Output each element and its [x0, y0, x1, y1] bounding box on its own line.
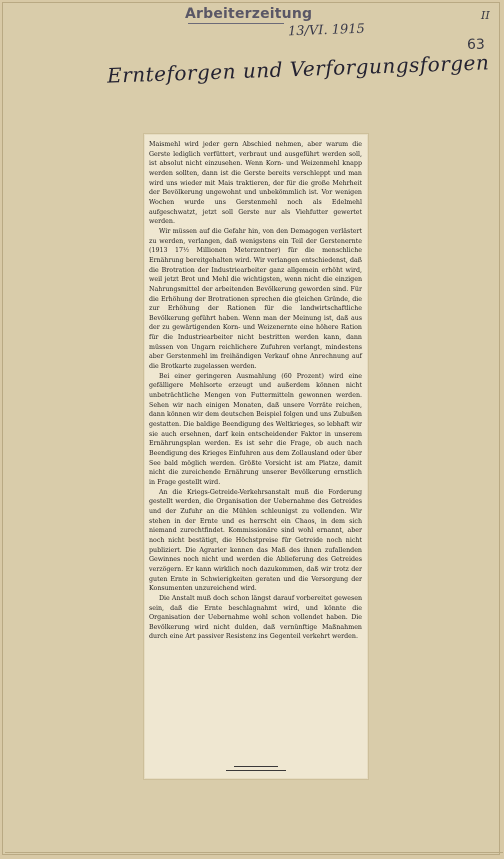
end-rule-lower	[226, 770, 286, 771]
corner-mark: II	[481, 9, 490, 22]
article-paragraph: Bei einer geringeren Ausmahlung (60 Prozent) wird eine gefälligere Mehlsorte erzeugt und außerdem können nicht unbeträchtliche Mengen von Futtermitteln gewonnen werden. Sehen wir nach einigen Monaten, daß unsere Vorräte reichen, dann können wir dem deutschen Beispiel folgen und uns Zubußen gestatten. Die baldige Beendigung des Weltkrieges, so lebhaft wir sie auch ersehnen, darf kein entscheidender Faktor in unserem Ernährungsplan werden. Es ist sehr die Frage, ob auch nach Beendigung des Krieges Einfuhren aus dem Zollausland oder über See bald möglich werden. Größte Vorsicht ist am Platze, damit nicht die zureichende Ernährung unserer Bevölkerung ernstlich in Frage gestellt wird.	[149, 372, 362, 486]
article-paragraph: An die Kriegs-Getreide-Verkehrsanstalt muß die Forderung gestellt werden, die Organisation der Uebernahme des Getreides und der Zufuhr an die Mühlen schleunigst zu vollenden. Wir stehen in der Ernte und es herrscht ein Chaos, in dem sich niemand zurechtfindet. Kommissionäre sind wohl ernannt, aber noch nicht bestätigt, die Höchstpreise für Getreide noch nicht publiziert. Die Agrarier kennen das Maß des ihnen zufallenden Gewinnes noch nicht und werden die Ablieferung des Getreides verzögern. Er kann wirklich noch dazukommen, daß wir trotz der guten Ernte in Schwierigkeiten geraten und die Versorgung der Konsumenten unzureichend wird.	[149, 488, 362, 593]
handwritten-title: Ernteforgen und Verforgungsforgen	[106, 50, 490, 88]
handwritten-date: 13/VI. 1915	[287, 21, 366, 40]
stamp-underline	[188, 23, 284, 24]
archive-page	[2, 2, 500, 855]
end-rule	[234, 766, 278, 767]
article-text	[149, 140, 362, 642]
newspaper-name-stamp: Arbeiterzeitung	[185, 6, 313, 22]
article-paragraph: Die Anstalt muß doch schon längst darauf vorbereitet gewesen sein, daß die Ernte beschlagnahmt wird, und könnte die Organisation der Uebernahme wohl schon vollendet haben. Die Bevölkerung wird nicht dulden, daß vernünftige Maßnahmen durch eine Art passiver Resistenz ins Gegenteil verkehrt werden.	[149, 594, 362, 641]
page-number: 63	[467, 37, 485, 53]
article-paragraph: Maismehl wird jeder gern Abschied nehmen, aber warum die Gerste lediglich verfüttert, verbraut und ausgeführt werden soll, ist absolut nicht einzusehen. Wenn Korn- und Weizenmehl knapp werden sollten, dann ist die Gerste bereits verschleppt und man wird uns wieder mit Mais traktieren, der für die große Mehrheit der Bevölkerung ungewohnt und unbekömmlich ist. Vor wenigen Wochen wurde uns Gerstenmehl noch als Edelmehl aufgeschwatzt, jetzt soll Gerste nur als Viehfutter gewertet werden.	[149, 141, 362, 226]
page-bottom-edge	[5, 852, 503, 853]
article-paragraph: Wir müssen auf die Gefahr hin, von den Demagogen verlästert zu werden, verlangen, daß wenigstens ein Teil der Gerstenernte (1913 17½ Millionen Meterzentner) für die menschliche Ernährung bereitgehalten wird. Wir verlangen entschiedenst, daß die Brotration der Industriearbeiter ganz allgemein erhöht wird, weil jetzt Brot und Mehl die wichtigsten, wenn nicht die einzigen Nahrungsmittel der arbeitenden Bevölkerung geworden sind. Für die Erhöhung der Brotrationen sprechen die gleichen Gründe, die zur Erhöhung der Rationen für die landwirtschaftliche Bevölkerung geführt haben. Wenn man der Meinung ist, daß aus der zu gewärtigenden Korn- und Weizenernte eine höhere Ration für die Industriearbeiter nicht bestritten werden kann, dann müssen von Ungarn reichlichere Zufuhren verlangt, mindestens aber Gerstenmehl im freihändigen Verkauf ohne Anrechnung auf die Brotkarte zugelassen werden.	[149, 227, 362, 371]
newspaper-clipping	[143, 133, 369, 780]
